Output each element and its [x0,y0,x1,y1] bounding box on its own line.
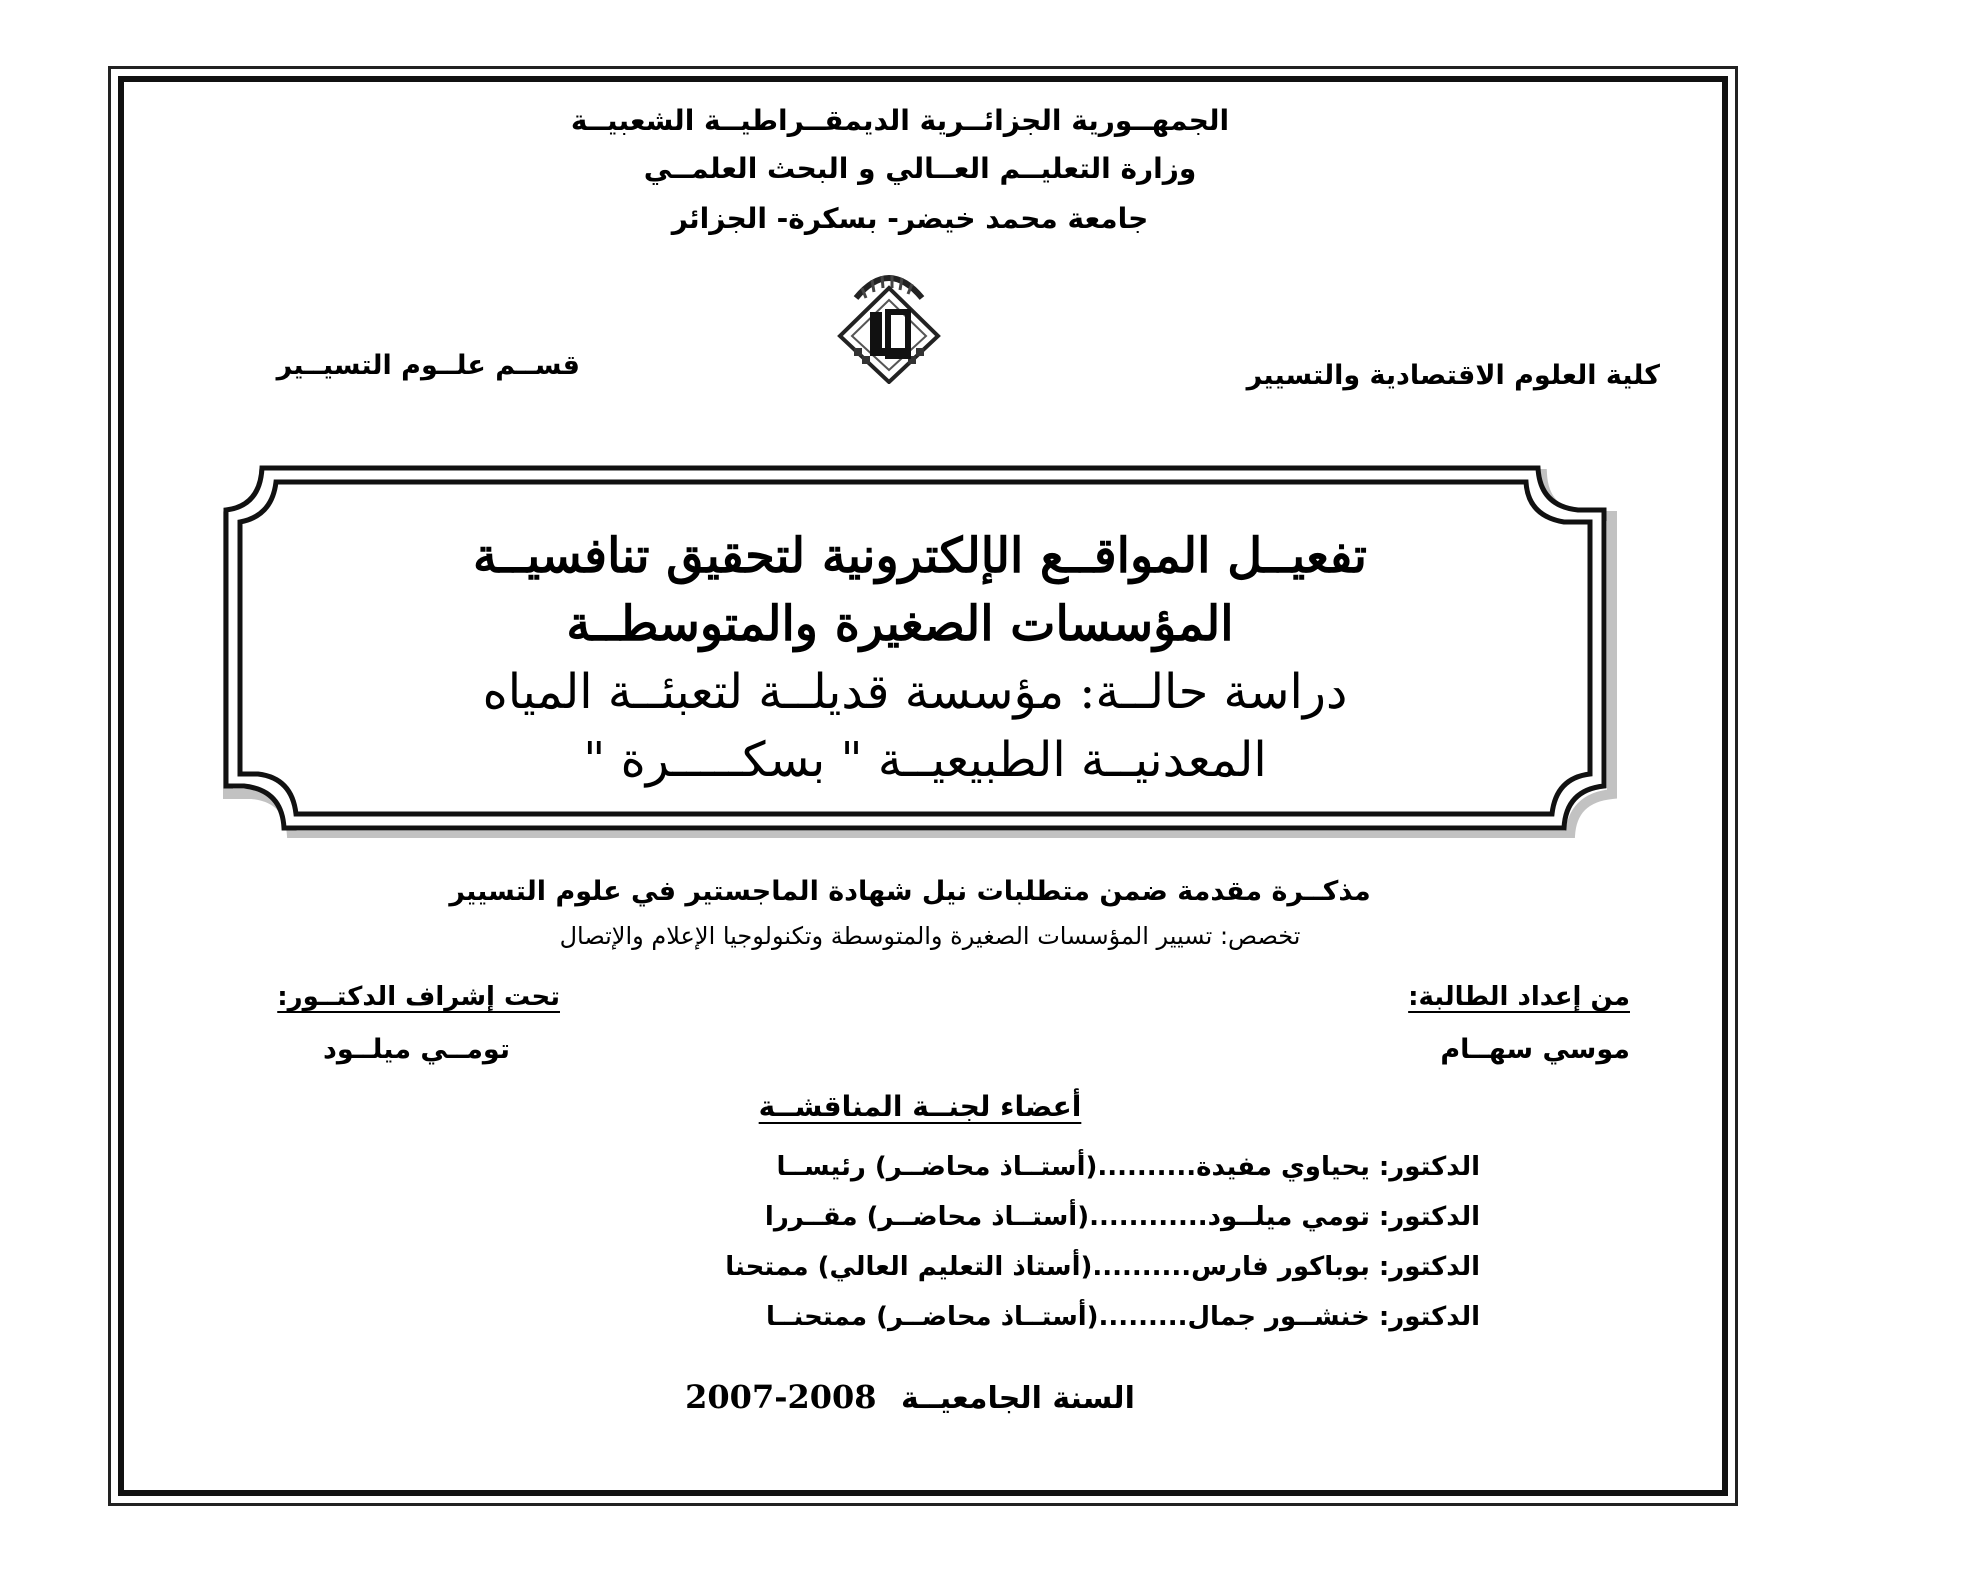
ministry-heading: وزارة التعليــم العــالي و البحث العلمــي [643,152,1197,185]
memo-statement: مذكــرة مقدمة ضمن متطلبات نيل شهادة الماجستير في علوم التسيير [449,876,1371,907]
student-label: من إعداد الطالبة: [1408,982,1630,1012]
supervisor-label: تحت إشراف الدكتــور: [277,982,560,1012]
department-name: قســم علــوم التسيــير [276,350,580,381]
thesis-title-line-1: تفعيــل المواقــع الإلكترونية لتحقيق تنافسيــة [473,528,1367,584]
committee-member-1: الدكتور: يحياوي مفيدة..........(أستــاذ محاضــر) رئيســا [776,1152,1480,1182]
university-heading: جامعة محمد خيضر- بسكرة- الجزائر [671,202,1149,235]
supervisor-name: تومــي ميلــود [323,1034,510,1065]
academic-year-label: السنة الجامعيــة [901,1381,1135,1416]
committee-member-2: الدكتور: تومي ميلــود............(أستــاذ محاضــر) مقــررا [764,1202,1480,1232]
committee-member-3: الدكتور: بوباكور فارس..........(أستاذ التعليم العالي) ممتحنا [725,1252,1480,1282]
faculty-name: كلية العلوم الاقتصادية والتسيير [1246,360,1660,391]
committee-title: أعضاء لجنــة المناقشــة [758,1090,1082,1123]
specialization-line: تخصص: تسيير المؤسسات الصغيرة والمتوسطة وتكنولوجيا الإعلام والإتصال [559,922,1301,950]
student-name: موسي سهــام [1440,1034,1630,1065]
thesis-title-line-4: المعدنيــة الطبيعيــة " بسكـــــرة " [583,732,1267,788]
thesis-title-line-2: المؤسسات الصغيرة والمتوسطــة [566,596,1234,652]
republic-heading: الجمهــورية الجزائــرية الديمقــراطيــة الشعبيــة [570,104,1230,137]
thesis-title-line-3: دراسة حالــة: مؤسسة قديلــة لتعبئــة المياه [482,664,1348,720]
committee-member-4: الدكتور: خنشــور جمال.........(أستــاذ محاضــر) ممتحنــا [766,1302,1480,1332]
university-emblem-icon [826,258,952,384]
academic-year-value: 2007-2008 [685,1378,877,1416]
academic-year [640,1378,1180,1416]
